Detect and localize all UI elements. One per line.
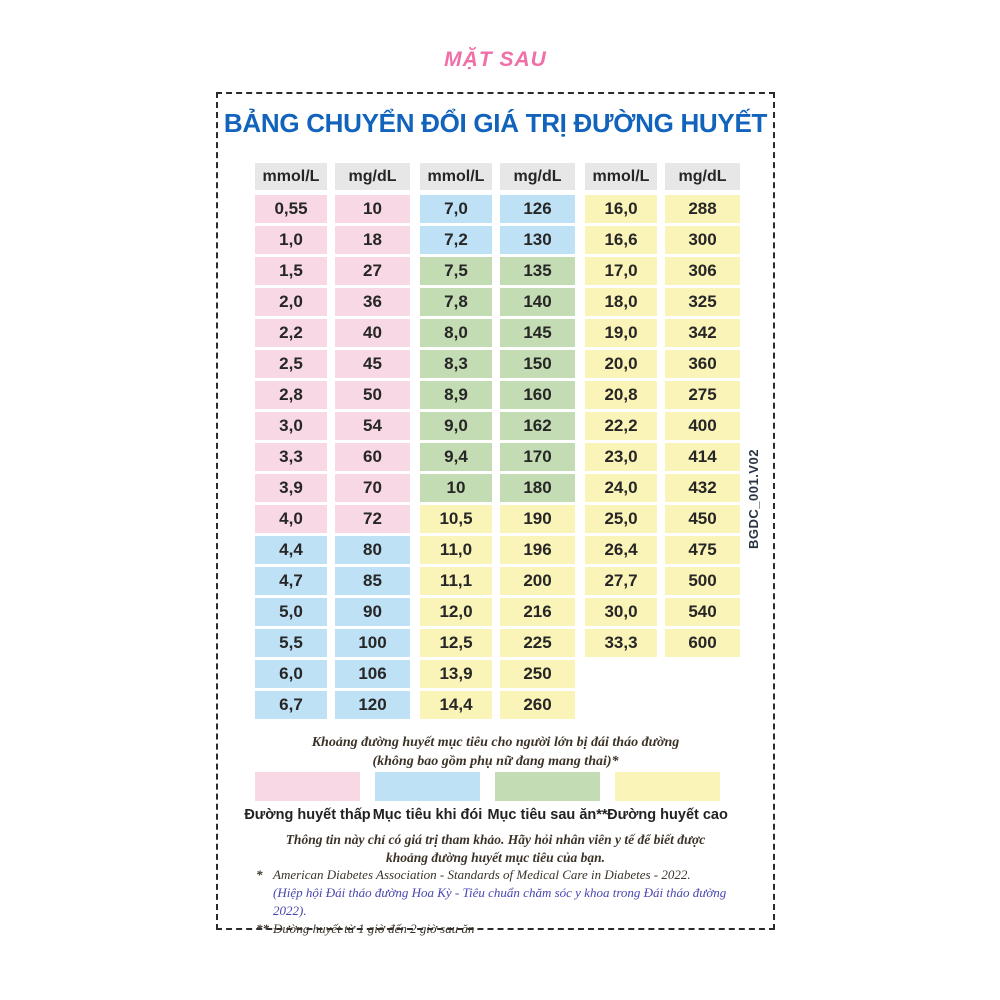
cell-mgdl: 306: [665, 257, 740, 285]
cell-mmol: 17,0: [585, 257, 657, 285]
legend-item: [487, 772, 608, 823]
footnote-marker: *: [256, 867, 263, 882]
legend-swatch-green: [495, 772, 600, 801]
table-row: [585, 536, 740, 564]
table-row: [420, 567, 575, 595]
cell-mgdl: 162: [500, 412, 575, 440]
cell-mmol: 20,0: [585, 350, 657, 378]
cell-mgdl: 18: [335, 226, 410, 254]
cell-mgdl: 360: [665, 350, 740, 378]
cell-mmol: 0,55: [255, 195, 327, 223]
cell-mgdl: 180: [500, 474, 575, 502]
table-column-group-1: [255, 163, 410, 722]
table-row: [255, 598, 410, 626]
table-row: [585, 505, 740, 533]
cell-mmol: 25,0: [585, 505, 657, 533]
legend-swatch-pink: [255, 772, 360, 801]
cell-mgdl: 400: [665, 412, 740, 440]
table-row: [255, 288, 410, 316]
cell-mmol: 8,3: [420, 350, 492, 378]
cell-mgdl: 85: [335, 567, 410, 595]
table-row: [585, 226, 740, 254]
footnote-text: American Diabetes Association - Standards of Medical Care in Diabetes - 2022.: [273, 867, 691, 882]
table-row: [255, 257, 410, 285]
cell-mgdl: 260: [500, 691, 575, 719]
table-row: [585, 350, 740, 378]
cell-mmol: 3,0: [255, 412, 327, 440]
cell-mgdl: 10: [335, 195, 410, 223]
cell-mgdl: 160: [500, 381, 575, 409]
cell-mgdl: 60: [335, 443, 410, 471]
table-row: [420, 257, 575, 285]
cell-mmol: 9,4: [420, 443, 492, 471]
table-row: [585, 257, 740, 285]
table-row: [420, 195, 575, 223]
cell-mmol: 2,2: [255, 319, 327, 347]
table-column-group-2: [420, 163, 575, 722]
cell-mgdl: 106: [335, 660, 410, 688]
header-mgdl: mg/dL: [500, 163, 575, 190]
conversion-card: [216, 92, 775, 936]
cell-mgdl: 80: [335, 536, 410, 564]
table-row: [585, 443, 740, 471]
cell-mmol: 4,7: [255, 567, 327, 595]
table-row: [585, 195, 740, 223]
footnote-text: (Hiệp hội Đái tháo đường Hoa Kỳ - Tiêu chuẩn chăm sóc y khoa trong Đái tháo đường 2022).: [273, 884, 727, 918]
header-mmol: mmol/L: [255, 163, 327, 190]
table-row: [255, 319, 410, 347]
cell-mgdl: 72: [335, 505, 410, 533]
cell-mmol: 6,7: [255, 691, 327, 719]
cell-mmol: 6,0: [255, 660, 327, 688]
legend-label: Đường huyết thấp: [244, 807, 371, 823]
table-row: [585, 629, 740, 657]
table-row: [255, 474, 410, 502]
cell-mgdl: 325: [665, 288, 740, 316]
cell-mgdl: 126: [500, 195, 575, 223]
table-row: [255, 660, 410, 688]
cell-mgdl: 40: [335, 319, 410, 347]
table-row: [255, 195, 410, 223]
table-row: [420, 660, 575, 688]
cell-mmol: 10,5: [420, 505, 492, 533]
disclaimer-line1: Thông tin này chỉ có giá trị tham khảo. Hãy hỏi nhân viên y tế để biết được: [285, 832, 706, 847]
legend-label: Mục tiêu sau ăn**: [487, 807, 608, 823]
table-row: [585, 567, 740, 595]
legend-item: [372, 772, 483, 823]
footnote-text: Đường huyết từ 1 giờ đến 2 giờ sau ăn: [273, 920, 475, 936]
cell-mgdl: 200: [500, 567, 575, 595]
footnote-line: [256, 920, 746, 938]
table-header-row: [585, 163, 740, 190]
cell-mmol: 7,5: [420, 257, 492, 285]
table-row: [585, 288, 740, 316]
cell-mmol: 8,0: [420, 319, 492, 347]
table-row: [420, 443, 575, 471]
cell-mmol: 7,2: [420, 226, 492, 254]
cell-mmol: 13,9: [420, 660, 492, 688]
cell-mgdl: 90: [335, 598, 410, 626]
cell-mmol: 5,5: [255, 629, 327, 657]
cell-mmol: 2,5: [255, 350, 327, 378]
cell-mgdl: 475: [665, 536, 740, 564]
table-row: [420, 629, 575, 657]
cell-mmol: 4,4: [255, 536, 327, 564]
cell-mgdl: 36: [335, 288, 410, 316]
table-row: [255, 350, 410, 378]
table-row: [420, 505, 575, 533]
cell-mmol: 24,0: [585, 474, 657, 502]
table-row: [255, 412, 410, 440]
card-title: BẢNG CHUYỂN ĐỔI GIÁ TRỊ ĐƯỜNG HUYẾT: [223, 108, 768, 138]
footnote-marker: [256, 884, 273, 920]
table-row: [585, 474, 740, 502]
cell-mgdl: 145: [500, 319, 575, 347]
color-legend: [244, 772, 740, 823]
cell-mmol: 33,3: [585, 629, 657, 657]
table-row: [255, 443, 410, 471]
cell-mmol: 16,6: [585, 226, 657, 254]
cell-mmol: 2,0: [255, 288, 327, 316]
table-row: [585, 598, 740, 626]
cell-mmol: 18,0: [585, 288, 657, 316]
cell-mmol: 3,3: [255, 443, 327, 471]
cell-mgdl: 70: [335, 474, 410, 502]
cell-mgdl: 450: [665, 505, 740, 533]
table-row: [255, 381, 410, 409]
table-row: [420, 319, 575, 347]
table-row: [420, 536, 575, 564]
cell-mgdl: 216: [500, 598, 575, 626]
cell-mmol: 5,0: [255, 598, 327, 626]
cell-mmol: 8,9: [420, 381, 492, 409]
table-row: [585, 319, 740, 347]
cell-mmol: 12,0: [420, 598, 492, 626]
cell-mgdl: 225: [500, 629, 575, 657]
cell-mgdl: 275: [665, 381, 740, 409]
table-row: [420, 474, 575, 502]
table-row: [420, 381, 575, 409]
table-row: [255, 691, 410, 719]
cell-mgdl: 120: [335, 691, 410, 719]
table-row: [585, 412, 740, 440]
disclaimer: [218, 831, 773, 867]
cell-mmol: 4,0: [255, 505, 327, 533]
cell-mgdl: 130: [500, 226, 575, 254]
cell-mgdl: 250: [500, 660, 575, 688]
cell-mmol: 1,0: [255, 226, 327, 254]
cell-mgdl: 150: [500, 350, 575, 378]
cell-mgdl: 140: [500, 288, 575, 316]
cell-mgdl: 196: [500, 536, 575, 564]
conversion-table: [255, 163, 740, 722]
table-row: [255, 536, 410, 564]
cell-mmol: 7,8: [420, 288, 492, 316]
header-mgdl: mg/dL: [665, 163, 740, 190]
cell-mmol: 11,0: [420, 536, 492, 564]
table-row: [420, 691, 575, 719]
footnote-line: [256, 884, 746, 920]
table-row: [420, 288, 575, 316]
legend-item: [607, 772, 728, 823]
cell-mmol: 20,8: [585, 381, 657, 409]
cell-mgdl: 50: [335, 381, 410, 409]
legend-swatch-blue: [375, 772, 480, 801]
table-row: [420, 226, 575, 254]
cell-mgdl: 135: [500, 257, 575, 285]
cell-mmol: 2,8: [255, 381, 327, 409]
table-row: [255, 567, 410, 595]
cell-mmol: 14,4: [420, 691, 492, 719]
table-header-row: [420, 163, 575, 190]
footnote-line: [256, 866, 746, 884]
cell-mgdl: 432: [665, 474, 740, 502]
cell-mgdl: 288: [665, 195, 740, 223]
cell-mmol: 11,1: [420, 567, 492, 595]
back-side-label: MẶT SAU: [444, 48, 547, 71]
cell-mgdl: 190: [500, 505, 575, 533]
cell-mmol: 26,4: [585, 536, 657, 564]
table-row: [420, 350, 575, 378]
cell-mmol: 3,9: [255, 474, 327, 502]
cell-mmol: 16,0: [585, 195, 657, 223]
legend-title-line2: (không bao gồm phụ nữ đang mang thai)*: [372, 753, 619, 769]
cell-mmol: 22,2: [585, 412, 657, 440]
cell-mgdl: 170: [500, 443, 575, 471]
legend-item: [244, 772, 371, 823]
cell-mmol: 27,7: [585, 567, 657, 595]
table-row: [255, 505, 410, 533]
product-code: BGDC_001.V02: [746, 449, 761, 549]
legend-swatch-yellow: [615, 772, 720, 801]
cell-mmol: 12,5: [420, 629, 492, 657]
cell-mgdl: 414: [665, 443, 740, 471]
table-row: [255, 226, 410, 254]
table-row: [255, 629, 410, 657]
cell-mmol: 10: [420, 474, 492, 502]
cell-mgdl: 600: [665, 629, 740, 657]
legend-title-line1: Khoảng đường huyết mục tiêu cho người lớn bị đái tháo đường: [311, 735, 680, 750]
cell-mgdl: 54: [335, 412, 410, 440]
cell-mgdl: 500: [665, 567, 740, 595]
table-row: [420, 598, 575, 626]
cell-mgdl: 342: [665, 319, 740, 347]
table-header-row: [255, 163, 410, 190]
table-row: [585, 381, 740, 409]
cell-mgdl: 300: [665, 226, 740, 254]
cell-mgdl: 45: [335, 350, 410, 378]
table-column-group-3: [585, 163, 740, 722]
header-mmol: mmol/L: [420, 163, 492, 190]
disclaimer-line2: khoảng đường huyết mục tiêu của bạn.: [386, 850, 605, 866]
cell-mmol: 1,5: [255, 257, 327, 285]
legend-title: [218, 734, 773, 772]
cell-mmol: 7,0: [420, 195, 492, 223]
header-mgdl: mg/dL: [335, 163, 410, 190]
cell-mgdl: 540: [665, 598, 740, 626]
cell-mmol: 30,0: [585, 598, 657, 626]
table-row: [420, 412, 575, 440]
footnote-marker: **: [256, 920, 269, 936]
cell-mmol: 19,0: [585, 319, 657, 347]
cell-mgdl: 100: [335, 629, 410, 657]
header-mmol: mmol/L: [585, 163, 657, 190]
legend-label: Mục tiêu khi đói: [372, 807, 483, 823]
legend-label: Đường huyết cao: [607, 807, 728, 823]
cell-mmol: 9,0: [420, 412, 492, 440]
footnotes: [256, 866, 746, 938]
cell-mmol: 23,0: [585, 443, 657, 471]
cell-mgdl: 27: [335, 257, 410, 285]
